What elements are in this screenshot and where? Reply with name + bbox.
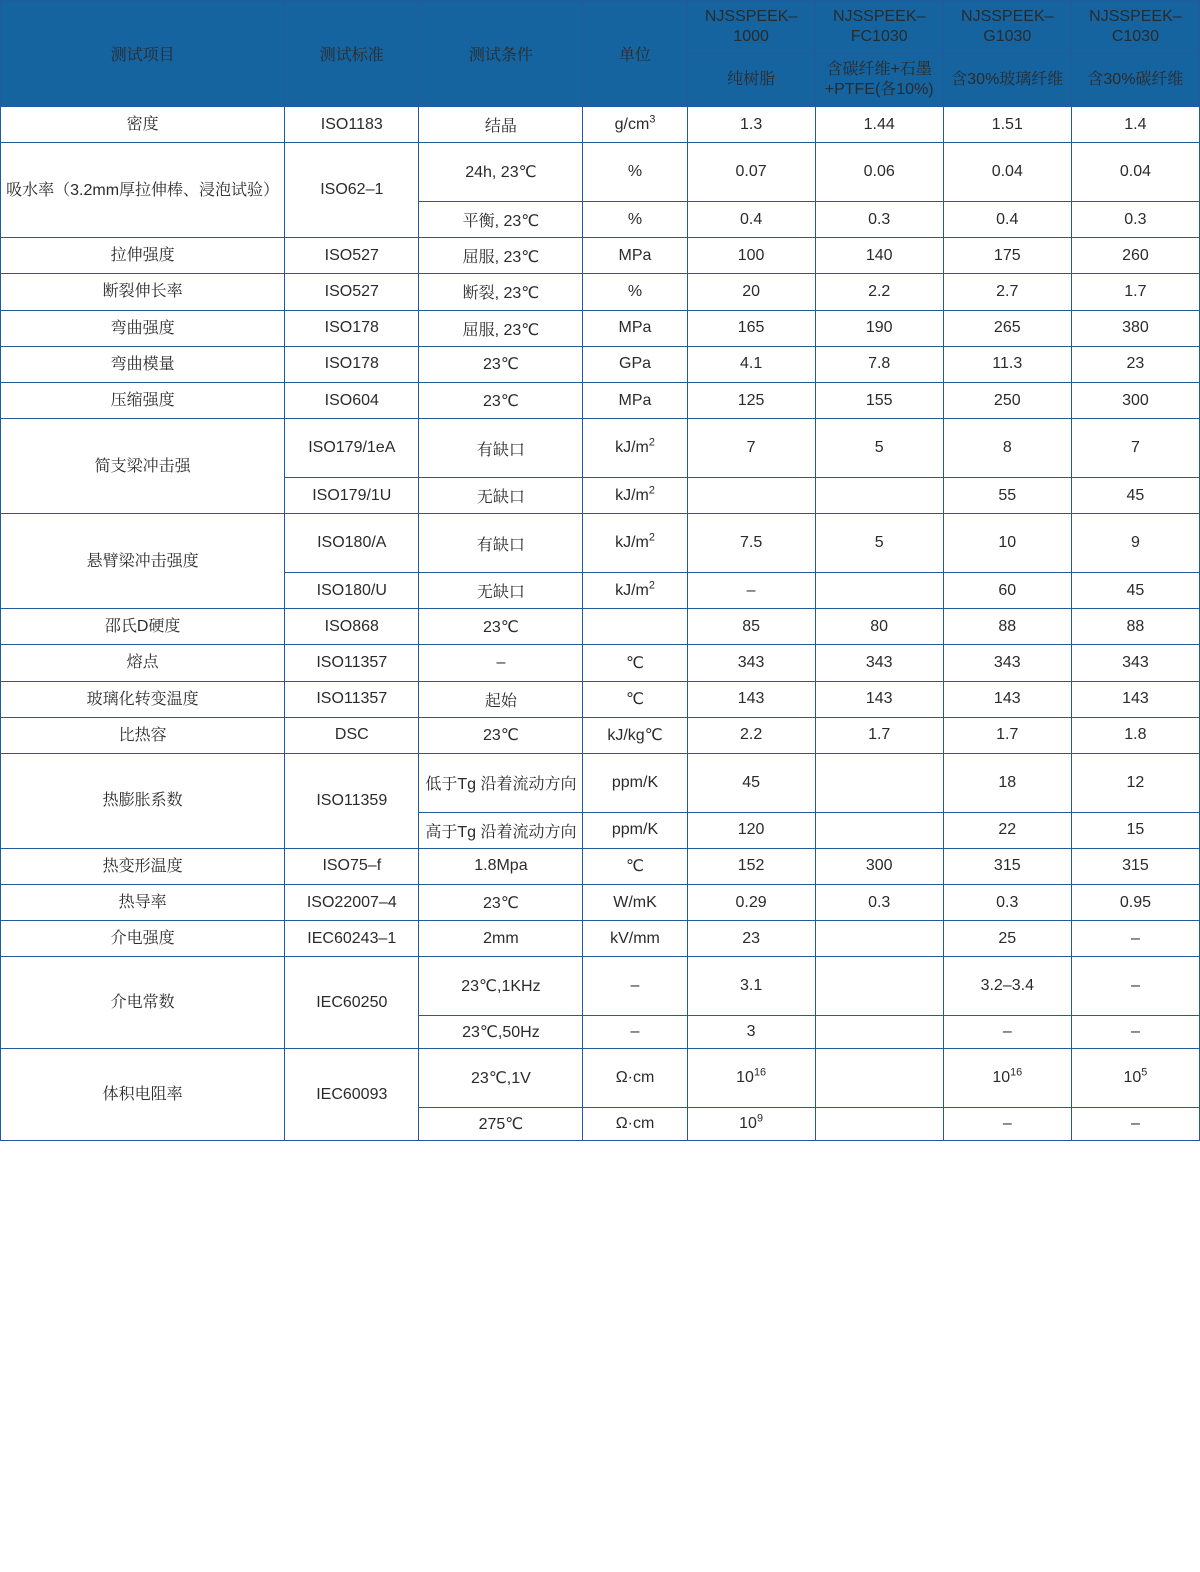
cell-test-item: 熔点 bbox=[1, 645, 285, 681]
cell-value-product-3: – bbox=[1071, 1108, 1199, 1141]
cell-test-condition: 无缺口 bbox=[419, 573, 583, 609]
cell-test-item: 压缩强度 bbox=[1, 382, 285, 418]
cell-value-product-3: $10^5$ bbox=[1071, 1049, 1199, 1108]
cell-test-item: 弯曲强度 bbox=[1, 310, 285, 346]
cell-value-product-2: 175 bbox=[943, 238, 1071, 274]
cell-value-product-0: 1.3 bbox=[687, 107, 815, 143]
cell-test-standard: ISO11357 bbox=[285, 645, 419, 681]
cell-test-item: 悬臂梁冲击强度 bbox=[1, 514, 285, 609]
cell-value-product-0: 120 bbox=[687, 812, 815, 848]
cell-unit: ℃ bbox=[583, 681, 687, 717]
cell-value-product-1: 343 bbox=[815, 645, 943, 681]
cell-value-product-1: 190 bbox=[815, 310, 943, 346]
cell-value-product-2: 18 bbox=[943, 753, 1071, 812]
cell-test-standard: ISO179/1eA bbox=[285, 419, 419, 478]
cell-value-product-3: 0.95 bbox=[1071, 885, 1199, 921]
cell-test-standard: IEC60243–1 bbox=[285, 921, 419, 957]
cell-value-product-1 bbox=[815, 812, 943, 848]
cell-test-condition: 23℃,1V bbox=[419, 1049, 583, 1108]
cell-test-item: 弯曲模量 bbox=[1, 346, 285, 382]
table-row bbox=[1, 514, 1200, 573]
cell-value-product-0 bbox=[687, 478, 815, 514]
cell-test-condition: 2mm bbox=[419, 921, 583, 957]
cell-unit: ℃ bbox=[583, 645, 687, 681]
cell-test-item: 比热容 bbox=[1, 717, 285, 753]
cell-unit: ppm/K bbox=[583, 812, 687, 848]
header-product-3: NJSSPEEK– C1030 bbox=[1071, 1, 1199, 54]
cell-value-product-0: 0.4 bbox=[687, 202, 815, 238]
cell-value-product-2: 0.04 bbox=[943, 143, 1071, 202]
header-test-item: 测试项目 bbox=[1, 1, 285, 107]
cell-test-standard: ISO179/1U bbox=[285, 478, 419, 514]
cell-test-standard: IEC60093 bbox=[285, 1049, 419, 1141]
cell-test-condition: 屈服, 23℃ bbox=[419, 310, 583, 346]
cell-value-product-1: 0.3 bbox=[815, 202, 943, 238]
cell-test-standard: ISO527 bbox=[285, 238, 419, 274]
header-unit: 单位 bbox=[583, 1, 687, 107]
cell-value-product-1: 300 bbox=[815, 848, 943, 884]
table-row bbox=[1, 645, 1200, 681]
table-header bbox=[1, 1, 1200, 107]
cell-value-product-1: 5 bbox=[815, 419, 943, 478]
cell-value-product-2: 343 bbox=[943, 645, 1071, 681]
table-row bbox=[1, 310, 1200, 346]
header-product-1: NJSSPEEK– FC1030 bbox=[815, 1, 943, 54]
cell-unit: MPa bbox=[583, 382, 687, 418]
cell-value-product-1: 0.3 bbox=[815, 885, 943, 921]
cell-value-product-0: 7.5 bbox=[687, 514, 815, 573]
cell-value-product-2: 60 bbox=[943, 573, 1071, 609]
table-row bbox=[1, 753, 1200, 812]
table-row bbox=[1, 1049, 1200, 1108]
cell-value-product-3: 45 bbox=[1071, 573, 1199, 609]
cell-unit: kV/mm bbox=[583, 921, 687, 957]
cell-value-product-2: 0.4 bbox=[943, 202, 1071, 238]
cell-value-product-2: 1.51 bbox=[943, 107, 1071, 143]
cell-test-item: 吸水率（3.2mm厚拉伸棒、浸泡试验） bbox=[1, 143, 285, 238]
cell-value-product-0: 20 bbox=[687, 274, 815, 310]
cell-test-item: 拉伸强度 bbox=[1, 238, 285, 274]
cell-value-product-0: 125 bbox=[687, 382, 815, 418]
cell-test-condition: 高于Tg 沿着流动方向 bbox=[419, 812, 583, 848]
cell-value-product-3: 9 bbox=[1071, 514, 1199, 573]
cell-value-product-2: 22 bbox=[943, 812, 1071, 848]
cell-value-product-0: $10^9$ bbox=[687, 1108, 815, 1141]
cell-value-product-2: 55 bbox=[943, 478, 1071, 514]
cell-value-product-1: 5 bbox=[815, 514, 943, 573]
cell-test-standard: IEC60250 bbox=[285, 957, 419, 1049]
cell-value-product-2: 315 bbox=[943, 848, 1071, 884]
cell-value-product-2: 10 bbox=[943, 514, 1071, 573]
cell-test-item: 热膨胀系数 bbox=[1, 753, 285, 848]
cell-unit: – bbox=[583, 1016, 687, 1049]
cell-value-product-0: 3.1 bbox=[687, 957, 815, 1016]
cell-value-product-2: 143 bbox=[943, 681, 1071, 717]
cell-unit: W/mK bbox=[583, 885, 687, 921]
cell-value-product-3: – bbox=[1071, 1016, 1199, 1049]
table-row bbox=[1, 238, 1200, 274]
cell-value-product-0: 7 bbox=[687, 419, 815, 478]
cell-test-condition: 起始 bbox=[419, 681, 583, 717]
header-test-condition: 测试条件 bbox=[419, 1, 583, 107]
table-row bbox=[1, 143, 1200, 202]
cell-value-product-3: 1.7 bbox=[1071, 274, 1199, 310]
cell-value-product-1 bbox=[815, 573, 943, 609]
cell-test-item: 热变形温度 bbox=[1, 848, 285, 884]
table-body bbox=[1, 107, 1200, 1141]
cell-test-condition: 无缺口 bbox=[419, 478, 583, 514]
cell-test-condition: 23℃ bbox=[419, 346, 583, 382]
cell-unit bbox=[583, 609, 687, 645]
cell-value-product-1: 1.7 bbox=[815, 717, 943, 753]
cell-value-product-1: 80 bbox=[815, 609, 943, 645]
table-row bbox=[1, 382, 1200, 418]
cell-test-standard: ISO75–f bbox=[285, 848, 419, 884]
cell-value-product-0: 152 bbox=[687, 848, 815, 884]
cell-test-condition: 低于Tg 沿着流动方向 bbox=[419, 753, 583, 812]
table-row bbox=[1, 717, 1200, 753]
table-row bbox=[1, 957, 1200, 1016]
cell-value-product-0: – bbox=[687, 573, 815, 609]
cell-value-product-1 bbox=[815, 921, 943, 957]
header-product-2: NJSSPEEK– G1030 bbox=[943, 1, 1071, 54]
cell-test-item: 介电常数 bbox=[1, 957, 285, 1049]
cell-value-product-2: 1.7 bbox=[943, 717, 1071, 753]
cell-value-product-1 bbox=[815, 957, 943, 1016]
cell-value-product-3: 260 bbox=[1071, 238, 1199, 274]
cell-unit: $kJ/m^2$ bbox=[583, 514, 687, 573]
header-product-0: NJSSPEEK– 1000 bbox=[687, 1, 815, 54]
cell-value-product-2: 88 bbox=[943, 609, 1071, 645]
cell-unit: ℃ bbox=[583, 848, 687, 884]
table-row bbox=[1, 346, 1200, 382]
cell-unit: Ω·cm bbox=[583, 1049, 687, 1108]
cell-test-item: 热导率 bbox=[1, 885, 285, 921]
cell-value-product-3: 88 bbox=[1071, 609, 1199, 645]
cell-test-standard: ISO22007–4 bbox=[285, 885, 419, 921]
cell-test-item: 玻璃化转变温度 bbox=[1, 681, 285, 717]
cell-value-product-1: 155 bbox=[815, 382, 943, 418]
header-product-desc-1: 含碳纤维+石墨+PTFE(各10%) bbox=[815, 54, 943, 107]
cell-value-product-3: 15 bbox=[1071, 812, 1199, 848]
cell-unit: kJ/kg℃ bbox=[583, 717, 687, 753]
cell-test-standard: ISO604 bbox=[285, 382, 419, 418]
table-row bbox=[1, 609, 1200, 645]
cell-value-product-1 bbox=[815, 1016, 943, 1049]
cell-value-product-1: 7.8 bbox=[815, 346, 943, 382]
cell-value-product-2: 8 bbox=[943, 419, 1071, 478]
cell-test-standard: ISO527 bbox=[285, 274, 419, 310]
cell-value-product-0: 23 bbox=[687, 921, 815, 957]
cell-test-condition: 275℃ bbox=[419, 1108, 583, 1141]
cell-test-condition: 平衡, 23℃ bbox=[419, 202, 583, 238]
cell-value-product-2: 11.3 bbox=[943, 346, 1071, 382]
cell-value-product-2: – bbox=[943, 1108, 1071, 1141]
cell-value-product-0: $10^{16}$ bbox=[687, 1049, 815, 1108]
cell-value-product-3: 315 bbox=[1071, 848, 1199, 884]
cell-test-condition: 24h, 23℃ bbox=[419, 143, 583, 202]
cell-unit: $kJ/m^2$ bbox=[583, 478, 687, 514]
cell-value-product-3: 45 bbox=[1071, 478, 1199, 514]
cell-value-product-3: 0.3 bbox=[1071, 202, 1199, 238]
header-test-standard: 测试标准 bbox=[285, 1, 419, 107]
cell-value-product-0: 143 bbox=[687, 681, 815, 717]
cell-unit: % bbox=[583, 202, 687, 238]
cell-unit: % bbox=[583, 143, 687, 202]
cell-test-condition: 23℃ bbox=[419, 382, 583, 418]
cell-test-item: 密度 bbox=[1, 107, 285, 143]
cell-value-product-3: 143 bbox=[1071, 681, 1199, 717]
cell-value-product-3: 12 bbox=[1071, 753, 1199, 812]
table-row bbox=[1, 921, 1200, 957]
cell-test-item: 介电强度 bbox=[1, 921, 285, 957]
cell-test-standard: ISO11359 bbox=[285, 753, 419, 848]
cell-test-item: 体积电阻率 bbox=[1, 1049, 285, 1141]
cell-value-product-1 bbox=[815, 1049, 943, 1108]
cell-test-condition: 23℃ bbox=[419, 609, 583, 645]
cell-test-condition: 断裂, 23℃ bbox=[419, 274, 583, 310]
table-row bbox=[1, 885, 1200, 921]
cell-value-product-3: 343 bbox=[1071, 645, 1199, 681]
cell-unit: $g/cm^3$ bbox=[583, 107, 687, 143]
cell-value-product-3: 23 bbox=[1071, 346, 1199, 382]
cell-value-product-2: 2.7 bbox=[943, 274, 1071, 310]
cell-value-product-1: 2.2 bbox=[815, 274, 943, 310]
cell-test-standard: ISO180/U bbox=[285, 573, 419, 609]
cell-value-product-2: $10^{16}$ bbox=[943, 1049, 1071, 1108]
cell-value-product-3: – bbox=[1071, 957, 1199, 1016]
cell-test-condition: 23℃,1KHz bbox=[419, 957, 583, 1016]
cell-unit: Ω·cm bbox=[583, 1108, 687, 1141]
cell-value-product-1: 143 bbox=[815, 681, 943, 717]
cell-value-product-1 bbox=[815, 478, 943, 514]
cell-value-product-2: 0.3 bbox=[943, 885, 1071, 921]
cell-value-product-1: 1.44 bbox=[815, 107, 943, 143]
cell-value-product-0: 343 bbox=[687, 645, 815, 681]
cell-value-product-0: 85 bbox=[687, 609, 815, 645]
cell-test-standard: ISO178 bbox=[285, 346, 419, 382]
cell-value-product-3: 1.4 bbox=[1071, 107, 1199, 143]
cell-unit: GPa bbox=[583, 346, 687, 382]
cell-value-product-3: 300 bbox=[1071, 382, 1199, 418]
cell-value-product-1: 140 bbox=[815, 238, 943, 274]
cell-test-condition: 屈服, 23℃ bbox=[419, 238, 583, 274]
cell-value-product-2: – bbox=[943, 1016, 1071, 1049]
cell-value-product-0: 0.07 bbox=[687, 143, 815, 202]
cell-value-product-3: – bbox=[1071, 921, 1199, 957]
cell-value-product-1 bbox=[815, 753, 943, 812]
cell-value-product-2: 25 bbox=[943, 921, 1071, 957]
cell-test-standard: ISO1183 bbox=[285, 107, 419, 143]
cell-test-standard: ISO178 bbox=[285, 310, 419, 346]
cell-test-condition: 有缺口 bbox=[419, 514, 583, 573]
cell-test-condition: – bbox=[419, 645, 583, 681]
cell-test-standard: ISO11357 bbox=[285, 681, 419, 717]
header-product-desc-3: 含30%碳纤维 bbox=[1071, 54, 1199, 107]
cell-test-standard: DSC bbox=[285, 717, 419, 753]
cell-value-product-3: 1.8 bbox=[1071, 717, 1199, 753]
cell-test-standard: ISO180/A bbox=[285, 514, 419, 573]
table-row bbox=[1, 681, 1200, 717]
cell-test-condition: 1.8Mpa bbox=[419, 848, 583, 884]
cell-value-product-0: 100 bbox=[687, 238, 815, 274]
cell-test-item: 邵氏D硬度 bbox=[1, 609, 285, 645]
cell-value-product-2: 250 bbox=[943, 382, 1071, 418]
cell-test-condition: 23℃ bbox=[419, 717, 583, 753]
cell-value-product-3: 7 bbox=[1071, 419, 1199, 478]
cell-unit: MPa bbox=[583, 310, 687, 346]
header-row-product-names bbox=[1, 1, 1200, 54]
cell-test-item: 断裂伸长率 bbox=[1, 274, 285, 310]
cell-test-standard: ISO62–1 bbox=[285, 143, 419, 238]
table-row bbox=[1, 107, 1200, 143]
cell-value-product-2: 265 bbox=[943, 310, 1071, 346]
cell-value-product-3: 0.04 bbox=[1071, 143, 1199, 202]
cell-test-condition: 23℃ bbox=[419, 885, 583, 921]
cell-value-product-0: 0.29 bbox=[687, 885, 815, 921]
cell-test-condition: 23℃,50Hz bbox=[419, 1016, 583, 1049]
cell-value-product-1: 0.06 bbox=[815, 143, 943, 202]
cell-value-product-0: 4.1 bbox=[687, 346, 815, 382]
cell-value-product-0: 45 bbox=[687, 753, 815, 812]
cell-test-item: 简支梁冲击强 bbox=[1, 419, 285, 514]
cell-unit: – bbox=[583, 957, 687, 1016]
cell-value-product-3: 380 bbox=[1071, 310, 1199, 346]
cell-unit: % bbox=[583, 274, 687, 310]
cell-value-product-0: 165 bbox=[687, 310, 815, 346]
cell-unit: ppm/K bbox=[583, 753, 687, 812]
table-row bbox=[1, 419, 1200, 478]
table-row bbox=[1, 274, 1200, 310]
cell-unit: $kJ/m^2$ bbox=[583, 573, 687, 609]
cell-test-condition: 结晶 bbox=[419, 107, 583, 143]
cell-value-product-2: 3.2–3.4 bbox=[943, 957, 1071, 1016]
cell-test-condition: 有缺口 bbox=[419, 419, 583, 478]
cell-unit: $kJ/m^2$ bbox=[583, 419, 687, 478]
table-row bbox=[1, 848, 1200, 884]
header-product-desc-2: 含30%玻璃纤维 bbox=[943, 54, 1071, 107]
cell-test-standard: ISO868 bbox=[285, 609, 419, 645]
cell-value-product-0: 3 bbox=[687, 1016, 815, 1049]
cell-unit: MPa bbox=[583, 238, 687, 274]
header-product-desc-0: 纯树脂 bbox=[687, 54, 815, 107]
cell-value-product-1 bbox=[815, 1108, 943, 1141]
cell-value-product-0: 2.2 bbox=[687, 717, 815, 753]
